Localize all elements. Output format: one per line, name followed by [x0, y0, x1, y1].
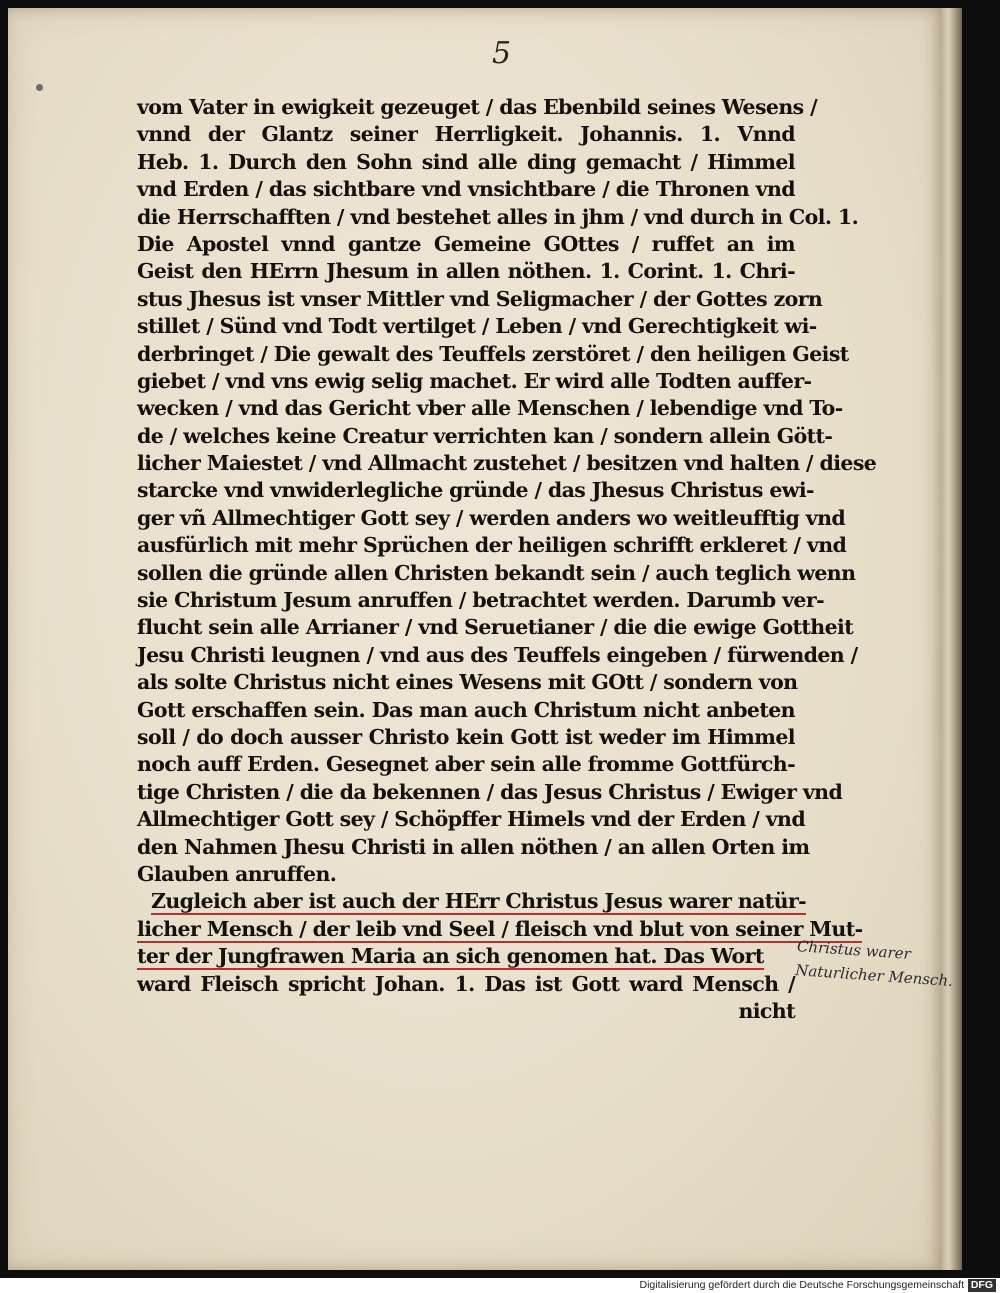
text-line: noch auff Erden. Gesegnet aber sein alle fromme Gottfürch- [137, 752, 795, 777]
underlined-text: ter der Jungfrawen Maria an sich genomen hat. Das Wort [137, 944, 764, 969]
text-line: Die Apostel vnnd gantze Gemeine GOttes / ruffet an im [137, 231, 795, 256]
text-line: licher Maiestet / vnd Allmacht zustehet / besitzen vnd halten / diese [137, 451, 877, 476]
text-line: giebet / vnd vns ewig selig machet. Er wird alle Todten auffer- [137, 368, 812, 393]
text-line [137, 916, 863, 943]
text-line: Gott erschaffen sein. Das man auch Christum nicht anbeten [137, 697, 795, 722]
text-line: Jesu Christi leugnen / vnd aus des Teuffels eingeben / fürwenden / [137, 642, 858, 667]
text-line: den Nahmen Jhesu Christi in allen nöthen / an allen Orten im [137, 834, 810, 859]
text-line: starcke vnd vnwiderlegliche gründe / das Jhesus Christus ewi- [137, 478, 814, 503]
ink-spot [36, 84, 43, 91]
text-line [137, 888, 807, 915]
catchword: nicht [738, 998, 795, 1023]
text-line: wecken / vnd das Gericht vber alle Menschen / lebendige vnd To- [137, 396, 843, 421]
text-line: stillet / Sünd vnd Todt vertilget / Leben / vnd Gerechtigkeit wi- [137, 314, 817, 339]
margin-note-line: Naturlicher Mensch. [794, 961, 954, 991]
text-line: Heb. 1. Durch den Sohn sind alle ding gemacht / Himmel [137, 149, 795, 174]
underlined-text: licher Mensch / der leib vnd Seel / fleisch vnd blut von seiner Mut- [137, 916, 863, 941]
text-line: Allmechtiger Gott sey / Schöpffer Himels vnd der Erden / vnd [137, 807, 806, 832]
text-line: Glauben anruffen. [137, 861, 337, 886]
page-edges [940, 8, 962, 1270]
underlined-text: Zugleich aber ist auch der HErr Christus Jesus warer natür- [151, 889, 807, 914]
text-line: stus Jhesus ist vnser Mittler vnd Seligmacher / der Gottes zorn [137, 286, 823, 311]
text-line: ger vñ Allmechtiger Gott sey / werden anders wo weitleufftig vnd [137, 505, 846, 530]
text-line: soll / do doch ausser Christo kein Gott ist weder im Himmel [137, 724, 795, 749]
text-line [137, 943, 795, 970]
text-line: ausfürlich mit mehr Sprüchen der heiligen schrifft erkleret / vnd [137, 533, 847, 558]
dfg-logo: DFG [968, 1279, 996, 1292]
text-line: vnnd der Glantz seiner Herrligkeit. Johannis. 1. Vnnd [137, 122, 795, 147]
text-line: sollen die gründe allen Christen bekandt sein / auch teglich wenn [137, 560, 856, 585]
text-line: vnd Erden / das sichtbare vnd vnsichtbare / die Thronen vnd [137, 177, 795, 202]
text-line: als solte Christus nicht eines Wesens mit GOtt / sondern von [137, 670, 798, 695]
text-line: tige Christen / die da bekennen / das Jesus Christus / Ewiger vnd [137, 779, 843, 804]
text-line: vom Vater in ewigkeit gezeuget / das Ebenbild seines Wesens / [137, 95, 818, 119]
text-line: derbringet / Die gewalt des Teuffels zerstöret / den heiligen Geist [137, 341, 849, 366]
page-number: 5 [492, 36, 512, 71]
text-line: Geist den HErrn Jhesum in allen nöthen. 1. Corint. 1. Chri- [137, 259, 795, 284]
text-line: flucht sein alle Arrianer / vnd Seruetianer / die die ewige Gottheit [137, 615, 854, 640]
funding-credit: Digitalisierung gefördert durch die Deutsche Forschungsgemeinschaft [639, 1279, 964, 1291]
margin-note-line: Christus warer [796, 937, 912, 964]
text-line: die Herrschafften / vnd bestehet alles in jhm / vnd durch in Col. 1. [137, 204, 859, 229]
text-line: ward Fleisch spricht Johan. 1. Das ist Gott ward Mensch / [137, 971, 795, 996]
text-line: de / welches keine Creatur verrichten kan / sondern allein Gött- [137, 423, 833, 448]
text-line: sie Christum Jesum anruffen / betrachtet werden. Darumb ver- [137, 588, 824, 613]
